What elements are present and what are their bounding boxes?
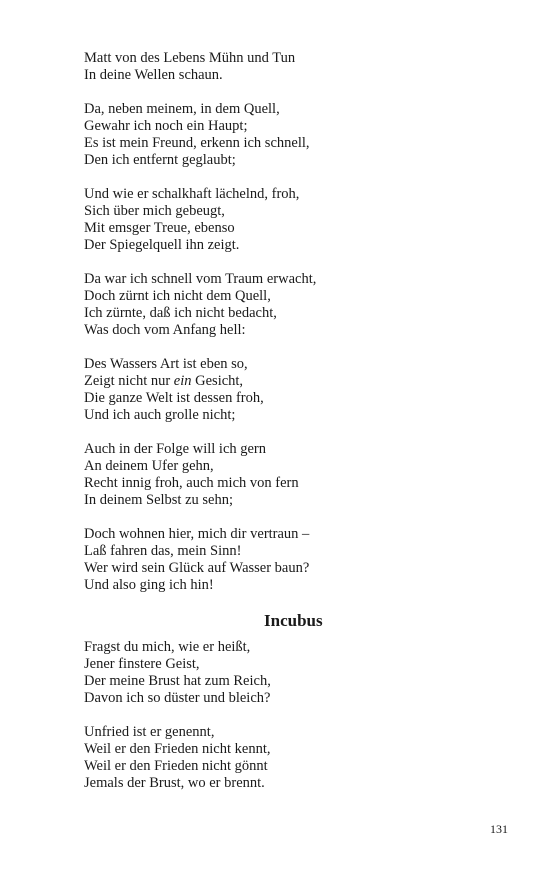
verse-line: Und wie er schalkhaft lächelnd, froh, — [84, 186, 300, 202]
stanza-incubus-1 — [84, 639, 504, 707]
verse-line: Recht innig froh, auch mich von fern — [84, 475, 299, 491]
verse-line: An deinem Ufer gehn, — [84, 458, 214, 474]
verse-line-with-emphasis — [84, 373, 504, 390]
stanza-7 — [84, 526, 504, 594]
verse-line: Und also ging ich hin! — [84, 577, 214, 593]
verse-line: Ich zürnte, daß ich nicht bedacht, — [84, 305, 277, 321]
verse-line: Die ganze Welt ist dessen froh, — [84, 390, 264, 406]
verse-line: Und ich auch grolle nicht; — [84, 407, 236, 423]
stanza-3 — [84, 186, 504, 254]
verse-line: Matt von des Lebens Mühn und Tun — [84, 50, 296, 66]
verse-line: Der meine Brust hat zum Reich, — [84, 673, 271, 689]
verse-line: Weil er den Frieden nicht gönnt — [84, 758, 268, 774]
verse-line: Doch wohnen hier, mich dir vertraun – — [84, 526, 310, 542]
verse-text: Zeigt nicht nur — [84, 373, 174, 389]
poem-title — [0, 611, 490, 631]
verse-line: Laß fahren das, mein Sinn! — [84, 543, 242, 559]
verse-line: Unfried ist er genennt, — [84, 724, 215, 740]
verse-line: Den ich entfernt geglaubt; — [84, 152, 236, 168]
stanza-5 — [84, 356, 504, 424]
verse-line: Jemals der Brust, wo er brennt. — [84, 775, 265, 791]
page-number: 131 — [490, 822, 508, 836]
verse-line: In deine Wellen schaun. — [84, 67, 223, 83]
verse-line: Doch zürnt ich nicht dem Quell, — [84, 288, 271, 304]
verse-line: Da war ich schnell vom Traum erwacht, — [84, 271, 317, 287]
verse-line: Weil er den Frieden nicht kennt, — [84, 741, 271, 757]
verse-line: In deinem Selbst zu sehn; — [84, 492, 234, 508]
verse-line: Da, neben meinem, in dem Quell, — [84, 101, 280, 117]
verse-text: Gesicht, — [191, 373, 244, 389]
verse-line: Des Wassers Art ist eben so, — [84, 356, 248, 372]
stanza-4 — [84, 271, 504, 339]
verse-line: Jener finstere Geist, — [84, 656, 200, 672]
verse-line: Was doch vom Anfang hell: — [84, 322, 246, 338]
stanza-2 — [84, 101, 504, 169]
verse-line: Wer wird sein Glück auf Wasser baun? — [84, 560, 310, 576]
verse-line: Der Spiegelquell ihn zeigt. — [84, 237, 240, 253]
verse-line: Mit emsger Treue, ebenso — [84, 220, 235, 236]
verse-line: Auch in der Folge will ich gern — [84, 441, 267, 457]
stanza-incubus-2 — [84, 724, 504, 792]
page-text — [84, 50, 504, 809]
verse-line: Sich über mich gebeugt, — [84, 203, 225, 219]
verse-line: Davon ich so düster und bleich? — [84, 690, 271, 706]
emphasized-word: ein — [173, 373, 192, 389]
stanza-6 — [84, 441, 504, 509]
verse-line: Fragst du mich, wie er heißt, — [84, 639, 251, 655]
verse-line: Gewahr ich noch ein Haupt; — [84, 118, 248, 134]
verse-line: Es ist mein Freund, erkenn ich schnell, — [84, 135, 310, 151]
poem-title-text: Incubus — [264, 611, 323, 630]
stanza-1 — [84, 50, 504, 84]
